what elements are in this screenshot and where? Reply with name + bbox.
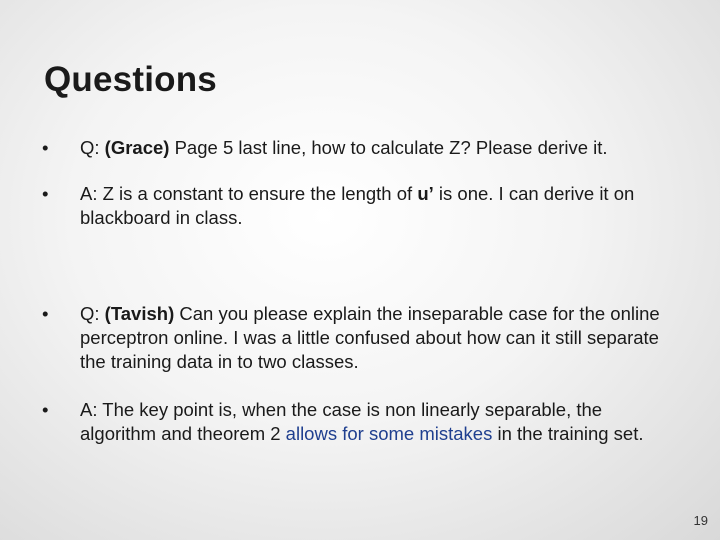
bullet-icon: • bbox=[42, 183, 49, 204]
bullet-icon: • bbox=[42, 303, 49, 324]
bullet-item-question-grace bbox=[42, 136, 662, 160]
answer-text-after: is one. I can derive it on blackboard in class. bbox=[80, 183, 635, 228]
bullet-item-answer-tavish bbox=[42, 398, 662, 446]
highlighted-phrase: allows for some mistakes bbox=[285, 423, 493, 444]
asker-name: (Tavish) bbox=[104, 303, 175, 324]
asker-name: (Grace) bbox=[104, 137, 170, 158]
bullet-icon: • bbox=[42, 399, 49, 420]
question-prefix: Q: bbox=[80, 137, 105, 158]
question-text: Page 5 last line, how to calculate Z? Please derive it. bbox=[169, 137, 608, 158]
slide-title: Questions bbox=[44, 60, 217, 99]
answer-text-before: A: The key point is, when the case is non linearly separable, the algorithm and theorem 2 bbox=[80, 399, 603, 444]
bullet-text bbox=[80, 302, 662, 374]
page-number: 19 bbox=[693, 513, 708, 528]
answer-text-before: A: Z is a constant to ensure the length of bbox=[80, 183, 418, 204]
question-text: Can you please explain the inseparable case for the online perceptron online. I was a little confused about how can it still separate the training data in to two classes. bbox=[80, 303, 660, 372]
bullet-text bbox=[80, 136, 662, 160]
bullet-item-answer-grace bbox=[42, 182, 662, 230]
bullet-text bbox=[80, 182, 662, 230]
answer-text-after: in the training set. bbox=[492, 423, 644, 444]
question-prefix: Q: bbox=[80, 303, 105, 324]
bold-term: u’ bbox=[417, 183, 434, 204]
bullet-text bbox=[80, 398, 662, 446]
bullet-item-question-tavish bbox=[42, 302, 662, 374]
bullet-icon: • bbox=[42, 137, 49, 158]
